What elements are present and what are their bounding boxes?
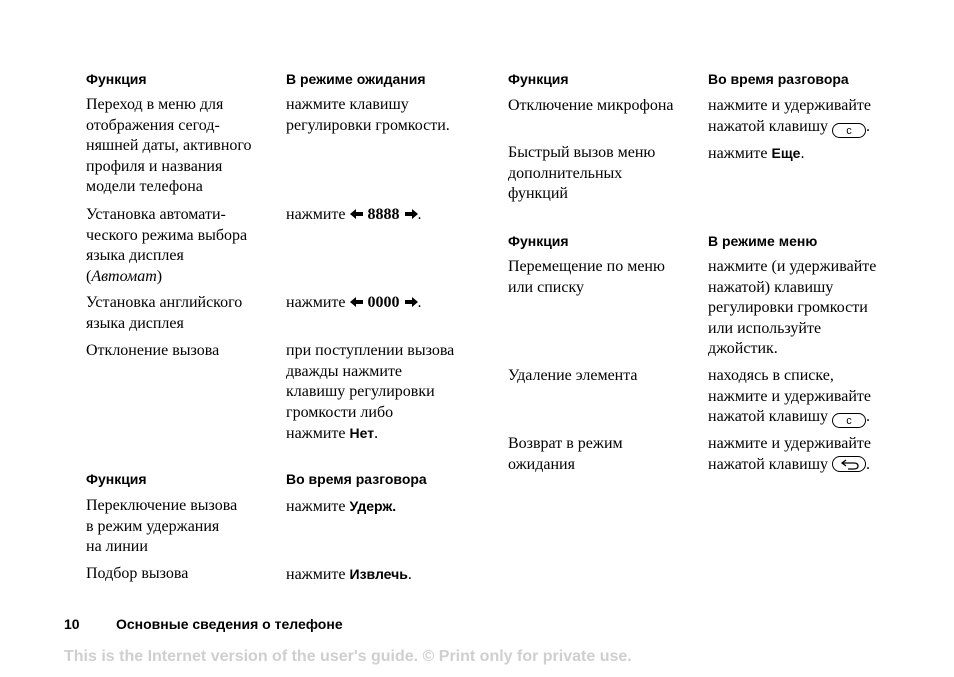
left-table2-col2-header: Во время разговора bbox=[286, 471, 427, 487]
right-table1-col2-header: Во время разговора bbox=[708, 71, 849, 87]
arrow-left-icon bbox=[350, 205, 364, 226]
left-row2-action: нажмите 8888 . bbox=[286, 205, 486, 226]
left-table2-row2-function: Подбор вызова bbox=[86, 565, 189, 582]
softkey-no: Нет bbox=[349, 425, 375, 441]
left-table2-row2-action: нажмите Извлечь. bbox=[286, 566, 412, 583]
back-key-icon bbox=[832, 456, 866, 472]
right-row1-function: Отключение микрофона bbox=[508, 97, 674, 114]
right-table2-col2-header: В режиме меню bbox=[708, 233, 818, 249]
right-row2-action: нажмите Еще. bbox=[708, 145, 805, 162]
left-row3-function: Установка английского языка дисплея bbox=[86, 294, 243, 332]
page-number: 10 bbox=[64, 616, 80, 632]
section-title: Основные сведения о телефоне bbox=[116, 616, 343, 632]
left-row1-action: нажмите клавишу регулировки громкости. bbox=[286, 96, 450, 134]
right-table2-row3-action: нажмите и удерживайте нажатой клавишу . bbox=[708, 435, 872, 473]
left-row1-function: Переход в меню для отображения сегод- няшней даты, активного профиля и названия модели телефона bbox=[86, 96, 252, 195]
right-table2-row3-function: Возврат в режим ожидания bbox=[508, 435, 623, 473]
right-row1-action: нажмите и удерживайте нажатой клавишу c . bbox=[708, 97, 872, 137]
left-table1-col2-header: В режиме ожидания bbox=[286, 71, 426, 87]
right-table1-col1-header: Функция bbox=[508, 71, 569, 87]
disclaimer-text: This is the Internet version of the user's guide. © Print only for private use. bbox=[64, 648, 632, 665]
right-table2-row2-action: находясь в списке, нажмите и удерживайте нажатой клавишу c . bbox=[708, 367, 872, 427]
softkey-retrieve: Извлечь bbox=[349, 566, 408, 582]
left-table1-col1-header: Функция bbox=[86, 71, 147, 87]
c-key-icon: c bbox=[832, 413, 866, 428]
left-row3-action: нажмите 0000 . bbox=[286, 293, 486, 314]
arrow-right-icon bbox=[404, 293, 418, 314]
left-table2-col1-header: Функция bbox=[86, 471, 147, 487]
right-table2-row1-function: Перемещение по меню или списку bbox=[508, 258, 665, 296]
left-table2-row1-action: нажмите Удерж. bbox=[286, 498, 397, 515]
arrow-left-icon bbox=[350, 293, 364, 314]
right-table2-row2-function: Удаление элемента bbox=[508, 367, 638, 384]
left-table2-row1-function: Переключение вызова в режим удержания на линии bbox=[86, 497, 238, 555]
right-row2-function: Быстрый вызов меню дополнительных функций bbox=[508, 144, 656, 202]
right-table2-col1-header: Функция bbox=[508, 233, 569, 249]
left-row2-function: Установка автомати- ческого режима выбора языка дисплея (Автомат) bbox=[86, 206, 248, 285]
softkey-more: Еще bbox=[771, 145, 801, 161]
right-table2-row1-action: нажмите (и удерживайте нажатой) клавишу регулировки громкости или используйте джойстик. bbox=[708, 258, 877, 357]
softkey-hold: Удерж. bbox=[349, 498, 397, 514]
arrow-right-icon bbox=[404, 205, 418, 226]
left-row4-function: Отклонение вызова bbox=[86, 342, 220, 359]
c-key-icon: c bbox=[832, 123, 866, 138]
left-row4-action: при поступлении вызова дважды нажмите клавишу регулировки громкости либо нажмите Нет. bbox=[286, 342, 455, 442]
